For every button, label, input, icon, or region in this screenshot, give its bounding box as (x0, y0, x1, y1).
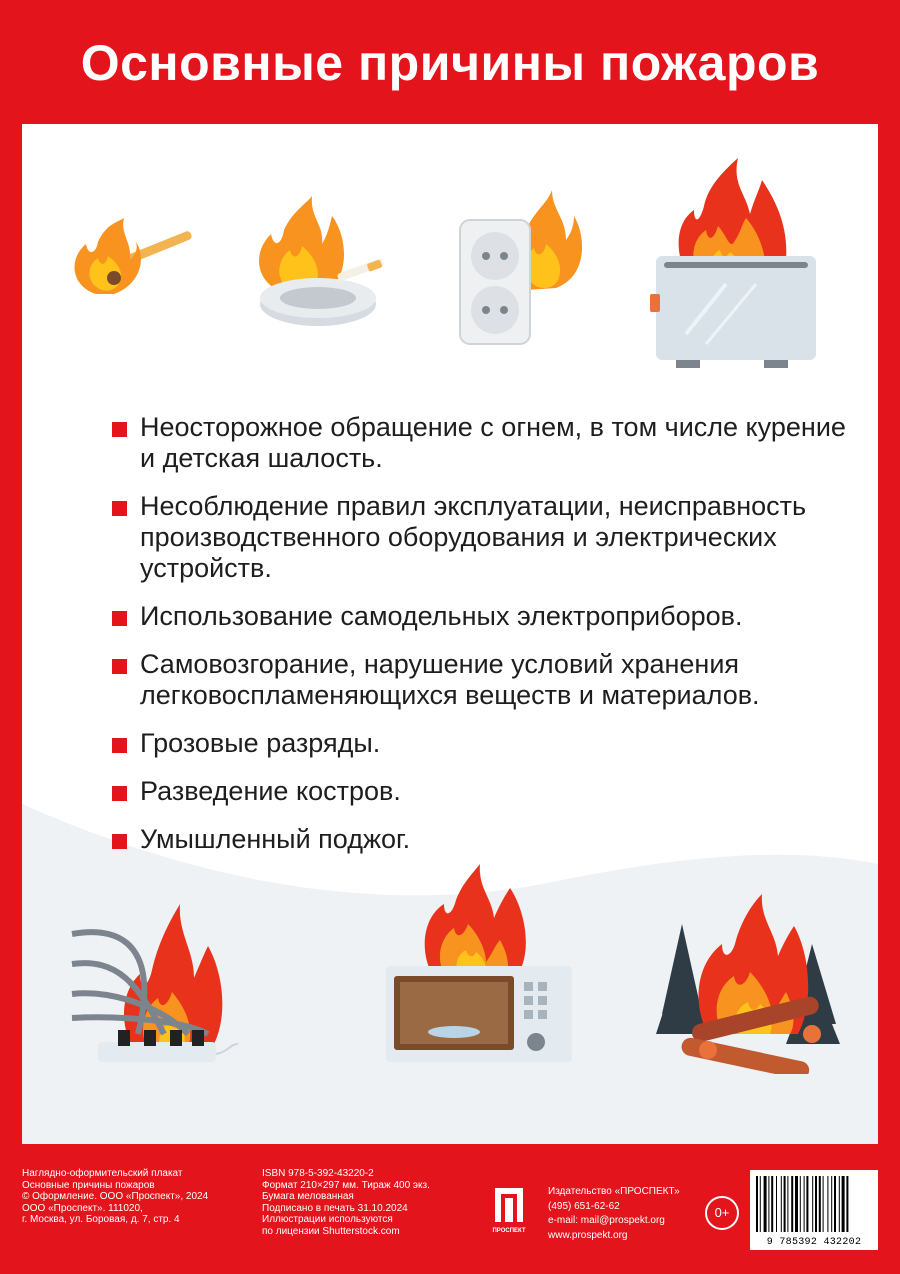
publication-line: Бумага мелованная (262, 1191, 354, 1202)
imprint-line: © Оформление. ООО «Проспект», 2024 (22, 1191, 209, 1202)
poster-title: Основные причины пожаров (80, 35, 820, 91)
list-item (112, 491, 852, 584)
campfire-icon (652, 884, 842, 1074)
publication-line: ISBN 978-5-392-43220-2 (262, 1168, 374, 1179)
content-panel (22, 124, 878, 1144)
imprint-line: г. Москва, ул. Боровая, д. 7, стр. 4 (22, 1214, 180, 1225)
burning-microwave-icon (382, 864, 574, 1064)
imprint-line: Наглядно-оформительский плакат (22, 1168, 183, 1179)
cause-text: Самовозгорание, нарушение условий хранения легковоспламеняющихся веществ и материалов. (140, 649, 760, 710)
publication-line: Иллюстрации используются (262, 1214, 393, 1225)
burning-power-strip-icon (68, 894, 238, 1074)
age-rating-badge: 0+ (705, 1196, 739, 1230)
cause-text: Разведение костров. (140, 776, 401, 806)
bullet-icon (112, 786, 127, 801)
cause-text: Несоблюдение правил эксплуатации, неисправность производственного оборудования и электрических устройств. (140, 491, 807, 583)
contact-line: (495) 651-62-62 (548, 1200, 620, 1212)
imprint-line: ООО «Проспект». 111020, (22, 1202, 143, 1214)
publication-info (262, 1168, 430, 1237)
burning-toaster-icon (646, 154, 822, 370)
imprint-info (22, 1168, 208, 1226)
bullet-icon (112, 501, 127, 516)
list-item (112, 412, 852, 474)
publication-line: Формат 210×297 мм. Тираж 400 экз. (262, 1179, 430, 1191)
cause-text: Грозовые разряды. (140, 728, 381, 758)
burning-match-icon (66, 214, 196, 304)
bullet-icon (112, 422, 127, 437)
publication-line: Подписано в печать 31.10.2024 (262, 1202, 408, 1214)
cause-text: Использование самодельных электроприборов. (140, 601, 743, 631)
barcode-digits: 9 785392 432202 (766, 1237, 862, 1248)
causes-list (112, 412, 852, 872)
imprint-line: Основные причины пожаров (22, 1179, 155, 1191)
publication-line: по лицензии Shutterstock.com (262, 1225, 400, 1237)
list-item (112, 728, 852, 759)
bullet-icon (112, 611, 127, 626)
barcode-bars (750, 1170, 878, 1236)
list-item (112, 824, 852, 855)
cause-text: Умышленный поджог. (140, 824, 411, 854)
bullet-icon (112, 834, 127, 849)
bullet-icon (112, 659, 127, 674)
contact-line: e-mail: mail@prospekt.org (548, 1215, 665, 1226)
cause-text: Неосторожное обращение с огнем, в том числе курение и детская шалость. (140, 412, 846, 473)
bullet-icon (112, 738, 127, 753)
publisher-contacts (548, 1186, 680, 1241)
list-item (112, 649, 852, 711)
list-item (112, 776, 852, 807)
barcode (750, 1170, 878, 1250)
burning-socket-icon (456, 180, 596, 350)
logo-text: ПРОСПЕКТ (492, 1228, 526, 1234)
contact-line: www.prospekt.org (548, 1229, 628, 1241)
publisher-logo (487, 1188, 531, 1234)
ashtray-cigarette-fire-icon (246, 194, 396, 334)
list-item (112, 601, 852, 632)
contact-line: Издательство «ПРОСПЕКТ» (548, 1186, 680, 1197)
